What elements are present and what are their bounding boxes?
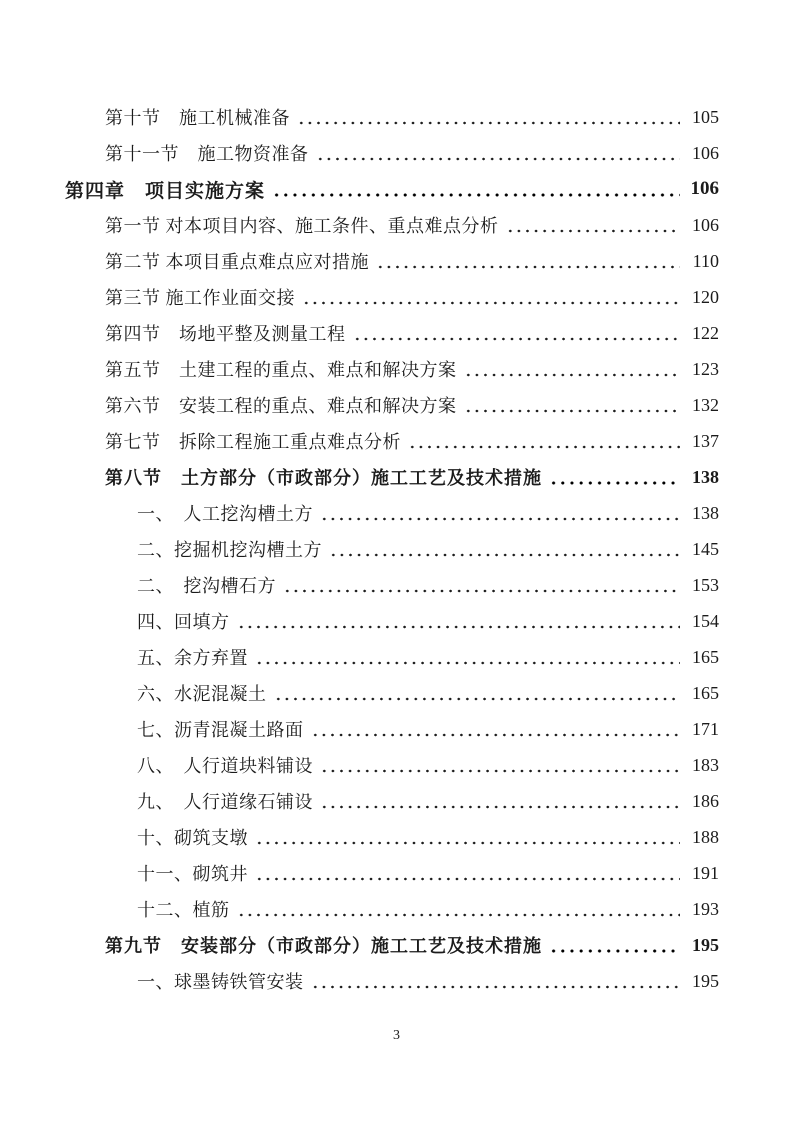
toc-entry[interactable]	[65, 243, 719, 279]
toc-entry[interactable]	[65, 783, 719, 819]
toc-entry[interactable]	[65, 279, 719, 315]
toc-entry-label: 第九节 安装部分（市政部分）施工工艺及技术措施	[105, 936, 542, 956]
toc-entry-label: 第二节 本项目重点难点应对措施	[105, 252, 369, 272]
toc-entry-label: 第六节 安装工程的重点、难点和解决方案	[105, 396, 457, 416]
toc-dot-leader	[408, 445, 680, 449]
toc-entry-label: 第十节 施工机械准备	[105, 108, 290, 128]
toc-entry-label: 第一节 对本项目内容、施工条件、重点难点分析	[105, 216, 499, 236]
toc-dot-leader	[311, 985, 681, 989]
toc-entry-page: 106	[692, 214, 719, 235]
toc-entry-page: 165	[692, 682, 719, 703]
toc-dot-leader	[302, 301, 680, 305]
toc-entry-page: 106	[690, 178, 719, 199]
toc-entry-page: 138	[692, 466, 719, 487]
toc-entry-label: 一、 人工挖沟槽土方	[137, 504, 313, 524]
toc-entry[interactable]	[65, 99, 719, 135]
toc-entry-label: 第三节 施工作业面交接	[105, 288, 295, 308]
toc-entry-label: 第七节 拆除工程施工重点难点分析	[105, 432, 401, 452]
toc-dot-leader	[320, 517, 680, 521]
toc-entry-label: 一、球墨铸铁管安装	[137, 972, 304, 992]
toc-dot-leader	[320, 805, 680, 809]
toc-entry[interactable]	[65, 207, 719, 243]
toc-entry-label: 十一、砌筑井	[137, 864, 248, 884]
toc-entry-page: 123	[692, 358, 719, 379]
toc-entry[interactable]	[65, 927, 719, 963]
toc-entry-page: 193	[692, 898, 719, 919]
toc-entry-page: 137	[692, 430, 719, 451]
toc-entry[interactable]	[65, 675, 719, 711]
toc-entry-label: 四、回填方	[137, 612, 230, 632]
toc-dot-leader	[549, 949, 680, 953]
toc-entry[interactable]	[65, 135, 719, 171]
toc-entry-page: 191	[692, 862, 719, 883]
toc-entry-label: 二、 挖沟槽石方	[137, 576, 276, 596]
toc-dot-leader	[297, 121, 680, 125]
toc-entry-page: 188	[692, 826, 719, 847]
toc-dot-leader	[237, 625, 681, 629]
toc-entry[interactable]	[65, 495, 719, 531]
toc-entry-page: 138	[692, 502, 719, 523]
toc-dot-leader	[353, 337, 681, 341]
toc-entry-label: 五、余方弃置	[137, 648, 248, 668]
toc-dot-leader	[274, 697, 681, 701]
toc-entry[interactable]	[65, 639, 719, 675]
toc-dot-leader	[320, 769, 680, 773]
toc-entry-label: 第五节 土建工程的重点、难点和解决方案	[105, 360, 457, 380]
toc-dot-leader	[255, 661, 680, 665]
toc-entry-label: 第四章 项目实施方案	[65, 180, 266, 202]
toc-entry[interactable]	[65, 891, 719, 927]
toc-dot-leader	[376, 265, 680, 269]
toc-entry-page: 153	[692, 574, 719, 595]
toc-dot-leader	[255, 841, 680, 845]
toc-entry-label: 第十一节 施工物资准备	[105, 144, 309, 164]
toc-dot-leader	[237, 913, 681, 917]
toc-entry-page: 195	[692, 970, 719, 991]
toc-entry[interactable]	[65, 171, 719, 207]
toc-dot-leader	[549, 481, 680, 485]
toc-entry[interactable]	[65, 423, 719, 459]
toc-entry[interactable]	[65, 315, 719, 351]
toc-entry-label: 十二、植筋	[137, 900, 230, 920]
toc-entry-page: 186	[692, 790, 719, 811]
toc-dot-leader	[255, 877, 680, 881]
toc-entry-label: 第八节 土方部分（市政部分）施工工艺及技术措施	[105, 468, 542, 488]
toc-dot-leader	[283, 589, 680, 593]
toc-entry[interactable]	[65, 603, 719, 639]
toc-entry[interactable]	[65, 963, 719, 999]
toc-list	[65, 99, 719, 999]
toc-entry-page: 132	[692, 394, 719, 415]
toc-entry-page: 165	[692, 646, 719, 667]
toc-entry-page: 145	[692, 538, 719, 559]
toc-entry[interactable]	[65, 855, 719, 891]
toc-dot-leader	[316, 157, 681, 161]
toc-entry-page: 106	[692, 142, 719, 163]
toc-dot-leader	[464, 373, 681, 377]
toc-entry-label: 二、挖掘机挖沟槽土方	[137, 540, 322, 560]
toc-entry-label: 八、 人行道块料铺设	[137, 756, 313, 776]
toc-entry-label: 九、 人行道缘石铺设	[137, 792, 313, 812]
toc-entry[interactable]	[65, 819, 719, 855]
footer-page-number: 3	[393, 1028, 400, 1043]
toc-entry[interactable]	[65, 459, 719, 495]
toc-entry-label: 七、沥青混凝土路面	[137, 720, 304, 740]
toc-dot-leader	[329, 553, 680, 557]
toc-entry-label: 六、水泥混凝土	[137, 684, 267, 704]
toc-entry-page: 120	[692, 286, 719, 307]
toc-entry[interactable]	[65, 531, 719, 567]
toc-entry-label: 十、砌筑支墩	[137, 828, 248, 848]
toc-entry[interactable]	[65, 747, 719, 783]
toc-entry[interactable]	[65, 351, 719, 387]
toc-entry-page: 183	[692, 754, 719, 775]
toc-dot-leader	[311, 733, 681, 737]
toc-dot-leader	[272, 193, 680, 197]
toc-entry[interactable]	[65, 387, 719, 423]
toc-entry[interactable]	[65, 711, 719, 747]
toc-entry-page: 195	[692, 934, 719, 955]
toc-entry-page: 171	[692, 718, 719, 739]
toc-entry-label: 第四节 场地平整及测量工程	[105, 324, 346, 344]
toc-dot-leader	[464, 409, 681, 413]
toc-entry-page: 154	[692, 610, 719, 631]
toc-entry-page: 110	[692, 250, 719, 271]
toc-entry-page: 122	[692, 322, 719, 343]
toc-dot-leader	[506, 229, 681, 233]
toc-entry-page: 105	[692, 106, 719, 127]
toc-entry[interactable]	[65, 567, 719, 603]
